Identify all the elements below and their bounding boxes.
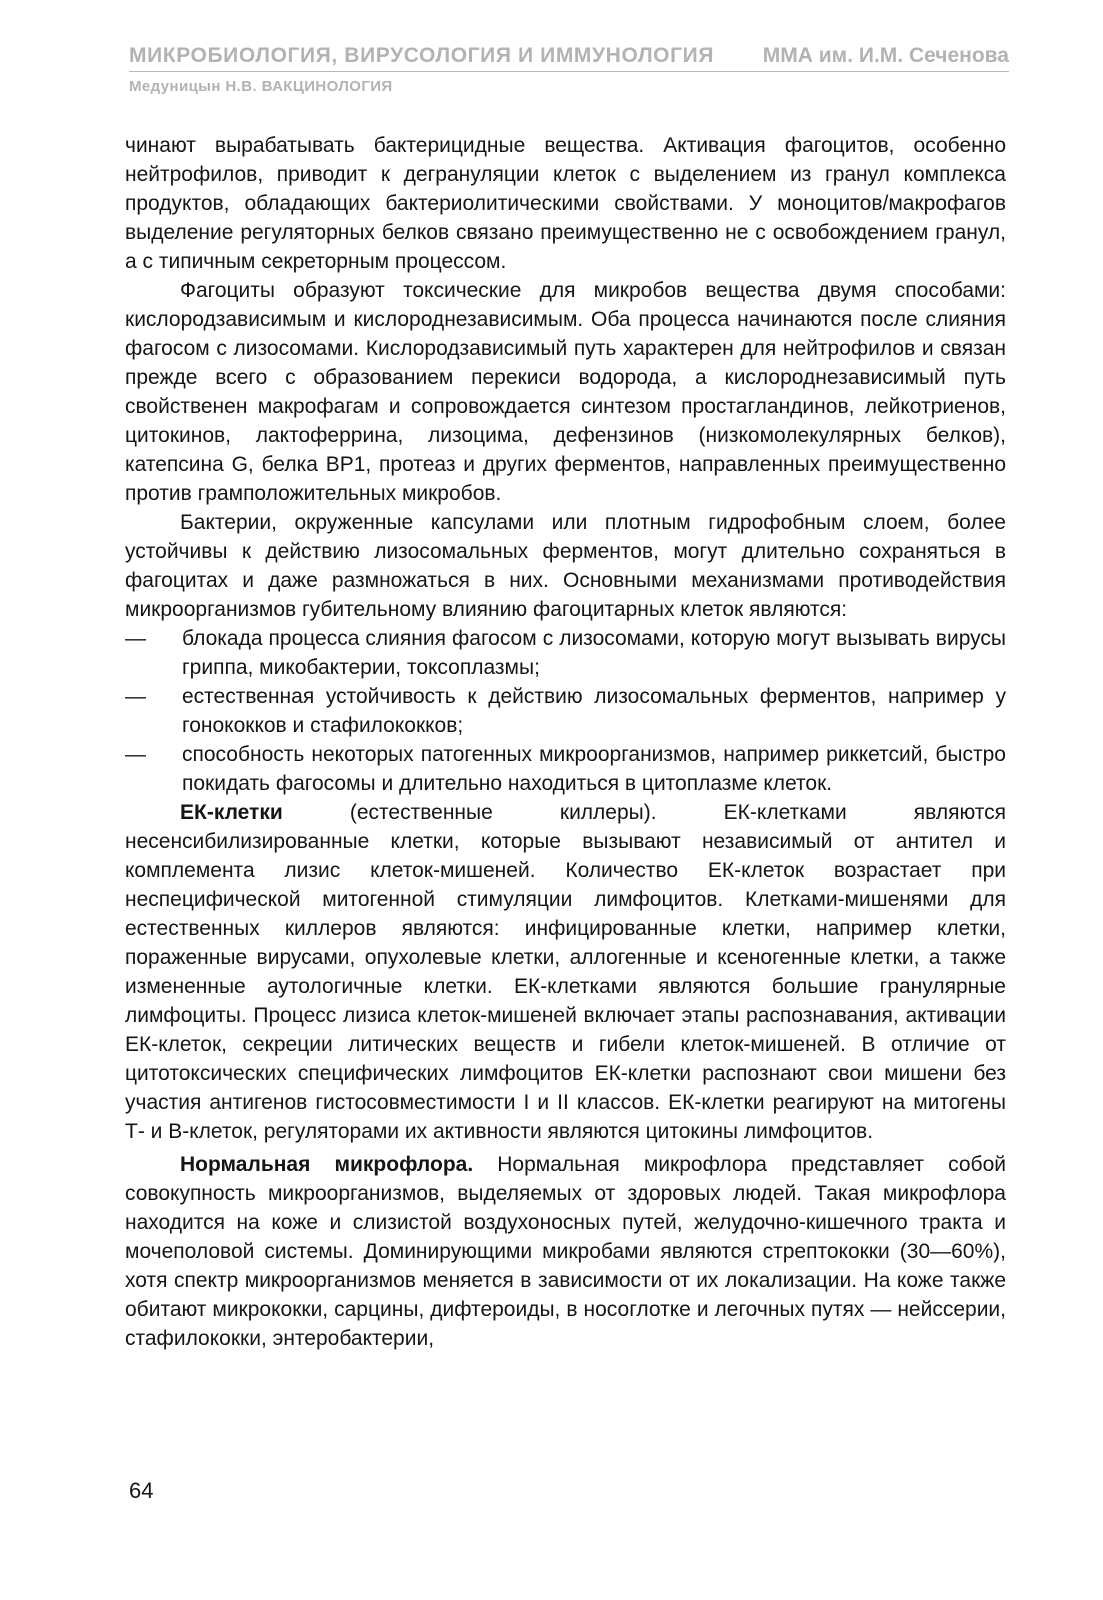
microflora-term: Нормальная микрофлора.	[180, 1153, 474, 1176]
paragraph-normal-microflora	[125, 1150, 1006, 1353]
dash-marker: —	[125, 743, 146, 766]
header-subject-title: МИКРОБИОЛОГИЯ, ВИРУСОЛОГИЯ И ИММУНОЛОГИЯ	[129, 44, 715, 67]
running-header	[129, 44, 1009, 95]
resistance-mechanisms-list	[125, 624, 1006, 798]
list-item	[125, 740, 1006, 798]
list-item-text: естественная устойчивость к действию лизосомальных ферментов, например у гонококков и стафилококков;	[182, 685, 1006, 737]
body-text	[125, 131, 1006, 1353]
list-item-text: блокада процесса слияния фагосом с лизосомами, которую могут вызывать вирусы гриппа, микобактерии, токсоплазмы;	[182, 627, 1006, 679]
header-institution: ММА им. И.М. Сеченова	[762, 44, 1009, 67]
paragraph-phagocyte-toxins: Фагоциты образуют токсические для микробов вещества двумя способами: кислородзависимым и кислороднезависимым. Оба процесса начинаются после слияния фагосом с лизосомами. Кислородзависимый путь характерен для нейтрофилов и связан прежде всего с образованием перекиси водорода, а кислороднезависимый путь свойственен макрофагам и сопровождается синтезом простагландинов, лейкотриенов, цитокинов, лактоферрина, лизоцима, дефензинов (низкомолекулярных белков), катепсина G, белка BP1, протеаз и других ферментов, направленных преимущественно против грамположительных микробов.	[125, 279, 1006, 505]
dash-marker: —	[125, 685, 146, 708]
header-book-subtitle: Медуницын Н.В. ВАКЦИНОЛОГИЯ	[129, 78, 393, 95]
running-header-row	[129, 44, 1009, 72]
microflora-text: Нормальная микрофлора представляет собой совокупность микроорганизмов, выделяемых от здоровых людей. Такая микрофлора находится на коже и слизистой воздухоносных путей, желудочно-кишечного тракта и мочеполовой системы. Доминирующими микробами являются стрептококки (30—60%), хотя спектр микроорганизмов меняется в зависимости от их локализации. На коже также обитают микрококки, сарцины, дифтероиды, в носоглотке и легочных путях — нейссерии, стафилококки, энтеробактерии,	[125, 1153, 1006, 1350]
list-item	[125, 682, 1006, 740]
nk-cells-text: (естественные киллеры). ЕК-клетками являются несенсибилизированные клетки, которые вызывают независимый от антител и комплемента лизис клеток-мишеней. Количество ЕК-клеток возрастает при неспецифической митогенной стимуляции лимфоцитов. Клетками-мишенями для естественных киллеров являются: инфицированные клетки, например клетки, пораженные вирусами, опухолевые клетки, аллогенные и ксеногенные клетки, а также измененные аутологичные клетки. ЕК-клетками являются большие гранулярные лимфоциты. Процесс лизиса клеток-мишеней включает этапы распознавания, активации ЕК-клеток, секреции литических веществ и гибели клеток-мишеней. В отличие от цитотоксических специфических лимфоцитов ЕК-клетки распознают свои мишени без участия антигенов гистосовместимости I и II классов. ЕК-клетки реагируют на митогены Т- и В-клеток, регуляторами их активности являются цитокины лимфоцитов.	[125, 801, 1006, 1143]
nk-cells-term: ЕК-клетки	[180, 801, 283, 824]
paragraph-bacteria-resistance: Бактерии, окруженные капсулами или плотным гидрофобным слоем, более устойчивы к действию лизосомальных ферментов, могут длительно сохраняться в фагоцитах и даже размножаться в них. Основными механизмами противодействия микроорганизмов губительному влиянию фагоцитарных клеток являются:	[125, 511, 1006, 621]
page-number: 64	[129, 1478, 154, 1503]
paragraph-continuation: чинают вырабатывать бактерицидные вещества. Активация фагоцитов, особенно нейтрофилов, приводит к дегрануляции клеток с выделением из гранул комплекса продуктов, обладающих бактериолитическими свойствами. У моноцитов/макрофагов выделение регуляторных белков связано преимущественно не с освобождением гранул, а с типичным секреторным процессом.	[125, 134, 1006, 273]
paragraph-nk-cells	[125, 798, 1006, 1146]
list-item-text: способность некоторых патогенных микроорганизмов, например риккетсий, быстро покидать фагосомы и длительно находиться в цитоплазме клеток.	[182, 743, 1006, 795]
list-item	[125, 624, 1006, 682]
dash-marker: —	[125, 627, 146, 650]
